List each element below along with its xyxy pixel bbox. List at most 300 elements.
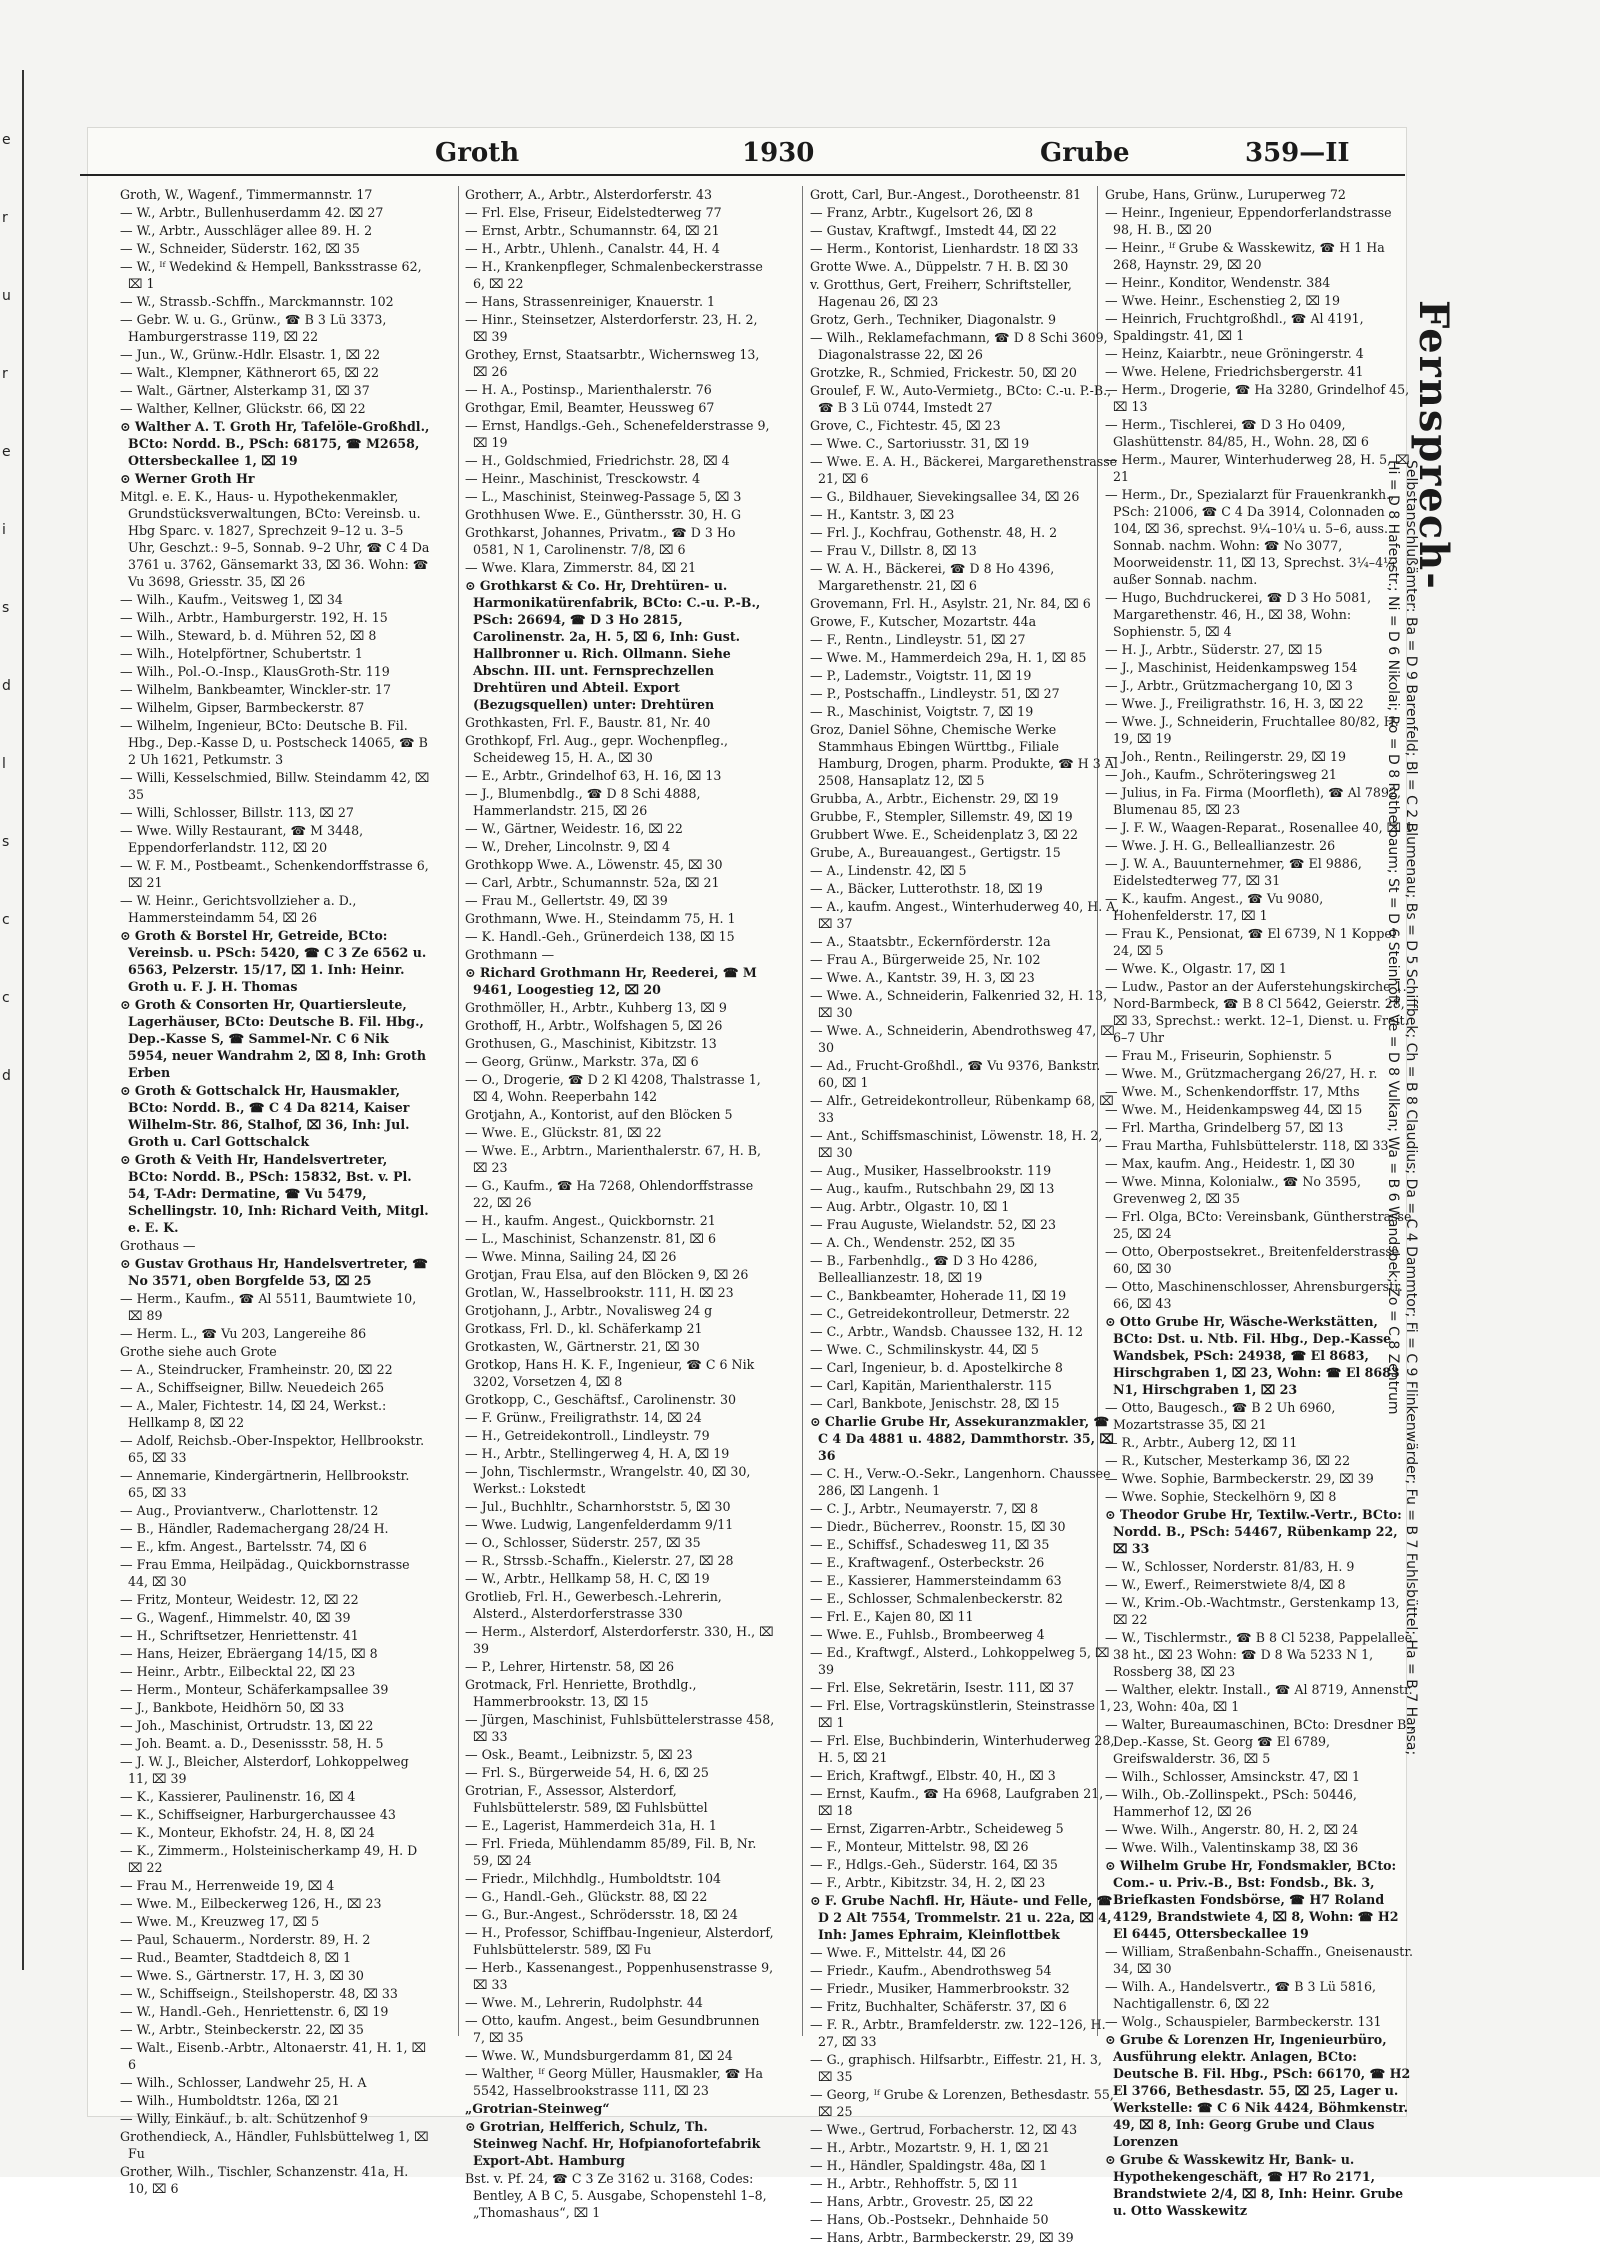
directory-entry: — Jul., Buchhltr., Scharnhorststr. 5, ⌧ 30	[465, 1499, 731, 1514]
directory-entry: — Wwe. Willy Restaurant, ☎ M 3448, Eppendorferlandstr. 112, ⌧ 20	[120, 823, 364, 855]
directory-entry: — A., Staatsbtr., Eckernförderstr. 12a	[810, 934, 1051, 949]
directory-entry: Groulef, F. W., Auto-Vermietg., BCto: C.-u. P.-B., ☎ B 3 Lü 0744, Imstedt 27	[810, 383, 1112, 415]
directory-entry: Grotkass, Frl. D., kl. Schäferkamp 21	[465, 1321, 703, 1336]
directory-entry: — Max, kaufm. Ang., Heidestr. 1, ⌧ 30	[1105, 1156, 1355, 1171]
directory-entry: ⊙ Werner Groth Hr	[120, 471, 255, 486]
directory-entry: — Wilh., Schlosser, Amsinckstr. 47, ⌧ 1	[1105, 1769, 1360, 1784]
directory-entry: ⊙ Groth & Veith Hr, Handelsvertreter, BCto: Nordd. B., PSch: 15832, Bst. v. Pl. 54, T-Adr: Dermatine, ☎ Vu 5479, Schellingstr. 10, Inh: Richard Veith, Mitgl. e. E. K.	[120, 1152, 429, 1235]
directory-entry: — Frau Martha, Fuhlsbüttelerstr. 118, ⌧ 33	[1105, 1138, 1389, 1153]
directory-entry: — Wwe. M., Schenkendorffstr. 17, Mths	[1105, 1084, 1360, 1099]
directory-entry: — W. Heinr., Gerichtsvollzieher a. D., Hammersteindamm 54, ⌧ 26	[120, 893, 357, 925]
binding-letter: r	[2, 366, 8, 382]
directory-entry: — A., Steindrucker, Framheinstr. 20, ⌧ 22	[120, 1362, 393, 1377]
directory-entry: — Hans, Ob.-Postsekr., Dehnhaide 50	[810, 2212, 1049, 2227]
directory-entry: — Wwe. J., Freiligrathstr. 16, H. 3, ⌧ 22	[1105, 696, 1364, 711]
directory-entry: — W., Ewerf., Reimerstwiete 8/4, ⌧ 8	[1105, 1577, 1346, 1592]
directory-entry: — Frau Auguste, Wielandstr. 52, ⌧ 23	[810, 1217, 1056, 1232]
directory-entry: — P., Postschaffn., Lindleystr. 51, ⌧ 27	[810, 686, 1060, 701]
directory-entry: — Frl. Frieda, Mühlendamm 85/89, Fil. B, Nr. 59, ⌧ 24	[465, 1836, 757, 1868]
directory-entry: — Fritz, Monteur, Weidestr. 12, ⌧ 22	[120, 1592, 359, 1607]
directory-entry: Grotlieb, Frl. H., Gewerbesch.-Lehrerin, Alsterd., Alsterdorferstrasse 330	[465, 1589, 722, 1621]
directory-entry: — Wilh., Arbtr., Hamburgerstr. 192, H. 15	[120, 610, 388, 625]
directory-entry: — K., Kassierer, Paulinenstr. 16, ⌧ 4	[120, 1789, 356, 1804]
directory-entry: Grotkop, Hans H. K. F., Ingenieur, ☎ C 6 Nik 3202, Vorsetzen 4, ⌧ 8	[465, 1357, 755, 1389]
directory-entry: — Wilh., Kaufm., Veitsweg 1, ⌧ 34	[120, 592, 343, 607]
directory-entry: — Adolf, Reichsb.-Ober-Inspektor, Hellbrookstr. 65, ⌧ 33	[120, 1433, 425, 1465]
directory-entry: — Wwe., Gertrud, Forbacherstr. 12, ⌧ 43	[810, 2122, 1078, 2137]
directory-entry: — C., Getreidekontrolleur, Detmerstr. 22	[810, 1306, 1070, 1321]
directory-entry: — Wwe. A., Schneiderin, Abendrothsweg 47, ⌧ 30	[810, 1023, 1115, 1055]
directory-entry: Grothoff, H., Arbtr., Wolfshagen 5, ⌧ 26	[465, 1018, 723, 1033]
directory-entry: — Otto, Baugesch., ☎ B 2 Uh 6960, Mozartstrasse 35, ⌧ 21	[1105, 1400, 1336, 1432]
directory-entry: Grotlan, W., Hasselbrookstr. 111, H. ⌧ 23	[465, 1285, 734, 1300]
directory-entry: — Wwe. Ludwig, Langenfelderdamm 9/11	[465, 1517, 734, 1532]
directory-entry: — J., Blumenbdlg., ☎ D 8 Schi 4888, Hammerlandstr. 215, ⌧ 26	[465, 786, 701, 818]
directory-entry: — Otto, Maschinenschlosser, Ahrensburgerstr. 66, ⌧ 43	[1105, 1279, 1403, 1311]
directory-entry: — Ludw., Pastor an der Auferstehungskirche 1. Nord-Barmbeck, ☎ B 8 Cl 5642, Geierstr. 28, ⌧ 33, Sprechst.: werkt. 12–1, Dienst. u. Freit. 6–7 Uhr	[1105, 979, 1409, 1045]
directory-entry: Grube, A., Bureauangest., Gertigstr. 15	[810, 845, 1061, 860]
directory-entry: — Wilh., Schlosser, Landwehr 25, H. A	[120, 2075, 367, 2090]
binding-letter: s	[2, 834, 10, 850]
directory-entry: — E., Kraftwagenf., Osterbeckstr. 26	[810, 1555, 1045, 1570]
directory-entry: — W., Strassb.-Schffn., Marckmannstr. 102	[120, 294, 394, 309]
directory-entry: — A., Maler, Fichtestr. 14, ⌧ 24, Werkst.: Hellkamp 8, ⌧ 22	[120, 1398, 387, 1430]
directory-entry: Grothkopp Wwe. A., Löwenstr. 45, ⌧ 30	[465, 857, 723, 872]
directory-entry: Grothkarst, Johannes, Privatm., ☎ D 3 Ho 0581, N 1, Carolinenstr. 7/8, ⌧ 6	[465, 525, 736, 557]
directory-entry: — W., Krim.-Ob.-Wachtmstr., Gerstenkamp 13, ⌧ 22	[1105, 1595, 1400, 1627]
listing-columns	[120, 186, 1415, 2245]
directory-entry: — A., Bäcker, Lutterothstr. 18, ⌧ 19	[810, 881, 1043, 896]
directory-entry: — Wilh. A., Handelsvertr., ☎ B 3 Lü 5816, Nachtigallenstr. 6, ⌧ 22	[1105, 1979, 1376, 2011]
directory-entry: ⊙ Theodor Grube Hr, Textilw.-Vertr., BCto: Nordd. B., PSch: 54467, Rübenkamp 22, ⌧ 33	[1105, 1507, 1402, 1556]
directory-entry: ⊙ Grotrian, Helfferich, Schulz, Th. Steinweg Nachf. Hr, Hofpianofortefabrik Export-Abt. Hamburg	[465, 2119, 761, 2168]
directory-entry: — W., Arbtr., Hellkamp 58, H. C, ⌧ 19	[465, 1571, 710, 1586]
directory-entry: — P., Lademstr., Voigtstr. 11, ⌧ 19	[810, 668, 1032, 683]
directory-entry: Grothey, Ernst, Staatsarbtr., Wichernsweg 13, ⌧ 26	[465, 347, 760, 379]
directory-entry: — Wilhelm, Gipser, Barmbeckerstr. 87	[120, 700, 365, 715]
directory-entry: — Herm., Dr., Spezialarzt für Frauenkrankh., PSch: 21006, ☎ C 4 Da 3914, Colonnaden 104, ⌧ 36, sprechst. 9¼–10¼ u. 5–6, auss. Sonnab. nachm. Wohn: ☎ No 3077, Moorweidenstr. 11, ⌧ 13, Sprechst. 3¼–4¼ außer Sonnab. nachm.	[1105, 487, 1396, 587]
directory-entry: — Erich, Kraftwgf., Elbstr. 40, H., ⌧ 3	[810, 1768, 1056, 1783]
directory-entry: — H. A., Postinsp., Marienthalerstr. 76	[465, 382, 712, 397]
directory-entry: — Frl. Else, Sekretärin, Isestr. 111, ⌧ 37	[810, 1680, 1075, 1695]
directory-entry: — H., Arbtr., Rehhoffstr. 5, ⌧ 11	[810, 2176, 1019, 2191]
directory-entry: — Ernst, Handlgs.-Geh., Schenefelderstrasse 9, ⌧ 19	[465, 418, 770, 450]
directory-entry: — H., Arbtr., Stellingerweg 4, H. A, ⌧ 19	[465, 1446, 730, 1461]
directory-entry: ⊙ Grube & Wasskewitz Hr, Bank- u. Hypothekengeschäft, ☎ H7 Ro 2171, Brandstwiete 2/4, ⌧ 8, Inh: Heinr. Grube u. Otto Wasskewitz	[1105, 2152, 1404, 2218]
directory-entry: — W. F. M., Postbeamt., Schenkendorffstrasse 6, ⌧ 21	[120, 858, 429, 890]
directory-entry: — F., Monteur, Mittelstr. 98, ⌧ 26	[810, 1839, 1029, 1854]
directory-entry: — J. W. A., Bauunternehmer, ☎ El 9886, Eidelstedterweg 77, ⌧ 31	[1105, 856, 1362, 888]
directory-entry: — C. J., Arbtr., Neumayerstr. 7, ⌧ 8	[810, 1501, 1039, 1516]
directory-entry: — E., Arbtr., Grindelhof 63, H. 16, ⌧ 13	[465, 768, 722, 783]
directory-entry: — C. H., Verw.-O.-Sekr., Langenhorn. Chaussee 286, ⌧ Langenh. 1	[810, 1466, 1111, 1498]
directory-entry: — J., Arbtr., Grützmachergang 10, ⌧ 3	[1105, 678, 1353, 693]
directory-entry: — Wwe. M., Hammerdeich 29a, H. 1, ⌧ 85	[810, 650, 1087, 665]
directory-entry: — Wwe. Sophie, Steckelhörn 9, ⌧ 8	[1105, 1489, 1337, 1504]
listing-column-2	[465, 186, 775, 2220]
directory-entry: — A., Schiffseigner, Billw. Neuedeich 265	[120, 1380, 385, 1395]
directory-entry: — R., Arbtr., Auberg 12, ⌧ 11	[1105, 1435, 1298, 1450]
directory-entry: Grothgar, Emil, Beamter, Heussweg 67	[465, 400, 715, 415]
listing-column-4	[1105, 186, 1415, 2218]
directory-entry: — Heinr., Arbtr., Eilbecktal 22, ⌧ 23	[120, 1664, 356, 1679]
binding-letter: d	[2, 678, 11, 694]
directory-entry: Mitgl. e. E. K., Haus- u. Hypothekenmakler, Grundstücksverwaltungen, BCto: Vereinsb. u. Hbg Sparc. v. 1827, Sprechzeit 9–12 u. 3–5 Uhr, Geschzt.: 9–5, Sonnab. 9–2 Uhr, ☎ C 4 Da 3761 u. 3762, Gänsemarkt 33, ⌧ 36. Wohn: ☎ Vu 3698, Griesstr. 35, ⌧ 26	[120, 489, 430, 589]
directory-entry: — William, Straßenbahn-Schaffn., Gneisenaustr. 34, ⌧ 30	[1105, 1944, 1413, 1976]
directory-entry: Grubbe, F., Stempler, Sillemstr. 49, ⌧ 19	[810, 809, 1073, 824]
directory-entry: — Hinr., Steinsetzer, Alsterdorferstr. 23, H. 2, ⌧ 39	[465, 312, 758, 344]
directory-entry: — J., Maschinist, Heidenkampsweg 154	[1105, 660, 1358, 675]
directory-entry: — Hans, Strassenreiniger, Knauerstr. 1	[465, 294, 715, 309]
directory-entry: — Walt., Eisenb.-Arbtr., Altonaerstr. 41, H. 1, ⌧ 6	[120, 2040, 427, 2072]
directory-entry: — Gebr. W. u. G., Grünw., ☎ B 3 Lü 3373, Hamburgerstrasse 119, ⌧ 22	[120, 312, 387, 344]
directory-entry: — B., Händler, Rademachergang 28/24 H.	[120, 1521, 389, 1536]
directory-entry: — J., Bankbote, Heidhörn 50, ⌧ 33	[120, 1700, 345, 1715]
directory-entry: Grothkopf, Frl. Aug., gepr. Wochenpfleg., Scheideweg 15, H. A., ⌧ 30	[465, 733, 728, 765]
directory-entry: — Herm., Kontorist, Lienhardstr. 18 ⌧ 33	[810, 241, 1079, 256]
directory-entry: — H., Getreidekontroll., Lindleystr. 79	[465, 1428, 710, 1443]
directory-entry: — R., Kutscher, Mesterkamp 36, ⌧ 22	[1105, 1453, 1351, 1468]
directory-entry: — Otto, Oberpostsekret., Breitenfelderstrasse 60, ⌧ 30	[1105, 1244, 1400, 1276]
directory-entry: — Frau K., Pensionat, ☎ El 6739, N 1 Koppel 24, ⌧ 5	[1105, 926, 1396, 958]
directory-entry: — W., Handl.-Geh., Henriettenstr. 6, ⌧ 19	[120, 2004, 389, 2019]
directory-entry: — Jürgen, Maschinist, Fuhlsbüttelerstrasse 458, ⌧ 33	[465, 1712, 775, 1744]
directory-entry: — Herm., Monteur, Schäferkampsallee 39	[120, 1682, 389, 1697]
directory-entry: — Wwe. E., Arbtrn., Marienthalerstr. 67, H. B, ⌧ 23	[465, 1143, 762, 1175]
directory-entry: Groz, Daniel Söhne, Chemische Werke Stammhaus Ebingen Württbg., Filiale Hamburg, Drogen, pharm. Produkte, ☎ H 3 Al 2508, Hansaplatz 12, ⌧ 5	[810, 722, 1118, 788]
directory-entry: — R., Strssb.-Schaffn., Kielerstr. 27, ⌧ 28	[465, 1553, 734, 1568]
directory-entry: — Wwe. W., Mundsburgerdamm 81, ⌧ 24	[465, 2048, 733, 2063]
directory-entry: ⊙ Groth & Consorten Hr, Quartiersleute, Lagerhäuser, BCto: Deutsche B. Fil. Hbg., Dep.-Kasse S, ☎ Sammel-Nr. C 6 Nik 5954, neuer Wandrahm 2, ⌧ 8, Inh: Groth Erben	[120, 997, 426, 1080]
directory-entry: — Wwe. Minna, Kolonialw., ☎ No 3595, Grevenweg 2, ⌧ 35	[1105, 1174, 1362, 1206]
side-title: Fernsprech-	[1410, 300, 1457, 591]
directory-entry: — K. Handl.-Geh., Grünerdeich 138, ⌧ 15	[465, 929, 735, 944]
directory-entry: — Walther, ᴵᶠ Georg Müller, Hausmakler, ☎ Ha 5542, Hasselbrookstrasse 111, ⌧ 23	[465, 2066, 763, 2098]
directory-entry: Bst. v. Pf. 24, ☎ C 3 Ze 3162 u. 3168, Codes: Bentley, A B C, 5. Ausgabe, Schopenstehl 1–8, „Thomashaus“, ⌧ 1	[465, 2171, 767, 2220]
directory-entry: — Gustav, Kraftwgf., Imstedt 44, ⌧ 22	[810, 223, 1057, 238]
directory-entry: — Frl. S., Bürgerweide 54, H. 6, ⌧ 25	[465, 1765, 709, 1780]
directory-entry: — Frl. Else, Friseur, Eidelstedterweg 77	[465, 205, 722, 220]
directory-entry: — Joh., Maschinist, Ortrudstr. 13, ⌧ 22	[120, 1718, 374, 1733]
header-last-name: Grube	[1040, 138, 1130, 168]
directory-entry: Grother, Wilh., Tischler, Schanzenstr. 41a, H. 10, ⌧ 6	[120, 2164, 409, 2196]
directory-entry: ⊙ Groth & Borstel Hr, Getreide, BCto: Vereinsb. u. PSch: 5420, ☎ C 3 Ze 6562 u. 6563, Pelzerstr. 15/17, ⌧ 1. Inh: Heinr. Groth u. F. J. H. Thomas	[120, 928, 427, 994]
directory-entry: — W., Tischlermstr., ☎ B 8 Cl 5238, Pappelallee 38 ht., ⌧ 23 Wohn: ☎ D 8 Wa 5233 N 1, Rossberg 38, ⌧ 23	[1105, 1630, 1413, 1679]
directory-entry: — Heinr., Ingenieur, Eppendorferlandstrasse 98, H. B., ⌧ 20	[1105, 205, 1392, 237]
directory-entry: Grothaus —	[120, 1238, 196, 1253]
directory-entry: — W., Arbtr., Steinbeckerstr. 22, ⌧ 35	[120, 2022, 364, 2037]
directory-entry: — Wwe. F., Mittelstr. 44, ⌧ 26	[810, 1945, 1006, 1960]
directory-entry: — O., Drogerie, ☎ D 2 Kl 4208, Thalstrasse 1, ⌧ 4, Wohn. Reeperbahn 142	[465, 1072, 761, 1104]
directory-entry: — Carl, Bankbote, Jenischstr. 28, ⌧ 15	[810, 1396, 1060, 1411]
directory-entry: — Wwe. E., Glückstr. 81, ⌧ 22	[465, 1125, 662, 1140]
directory-entry: — W., Dreher, Lincolnstr. 9, ⌧ 4	[465, 839, 671, 854]
binding-letter: d	[2, 1068, 11, 1084]
directory-entry: — W., Schneider, Süderstr. 162, ⌧ 35	[120, 241, 360, 256]
directory-entry: Grothkasten, Frl. F., Baustr. 81, Nr. 40	[465, 715, 711, 730]
directory-entry: Grothusen, G., Maschinist, Kibitzstr. 13	[465, 1036, 717, 1051]
directory-entry: Grothendieck, A., Händler, Fuhlsbüttelweg 1, ⌧ Fu	[120, 2129, 429, 2161]
directory-entry: — J. W. J., Bleicher, Alsterdorf, Lohkoppelweg 11, ⌧ 39	[120, 1754, 409, 1786]
directory-entry: — Rud., Beamter, Stadtdeich 8, ⌧ 1	[120, 1950, 352, 1965]
directory-entry: — F. R., Arbtr., Bramfelderstr. zw. 122–126, H. 27, ⌧ 33	[810, 2017, 1106, 2049]
binding-letter: e	[2, 132, 11, 148]
directory-entry: — E., Schiffsf., Schadesweg 11, ⌧ 35	[810, 1537, 1050, 1552]
directory-entry: — Carl, Arbtr., Schumannstr. 52a, ⌧ 21	[465, 875, 720, 890]
directory-entry: — Wwe. J., Schneiderin, Fruchtallee 80/82, H. 19, ⌧ 19	[1105, 714, 1399, 746]
directory-entry: — F. Grünw., Freiligrathstr. 14, ⌧ 24	[465, 1410, 702, 1425]
directory-entry: — Walter, Bureaumaschinen, BCto: Dresdner B., Dep.-Kasse, St. Georg ☎ El 6789, Greifswalderstr. 36, ⌧ 5	[1105, 1717, 1415, 1766]
directory-entry: — Hans, Arbtr., Barmbeckerstr. 29, ⌧ 39	[810, 2230, 1074, 2245]
directory-entry: — Wwe. M., Kreuzweg 17, ⌧ 5	[120, 1914, 320, 1929]
directory-entry: — Aug. Arbtr., Olgastr. 10, ⌧ 1	[810, 1199, 1010, 1214]
directory-entry: Grotrian, F., Assessor, Alsterdorf, Fuhlsbüttelerstr. 589, ⌧ Fuhlsbüttel	[465, 1783, 708, 1815]
directory-entry: — K., Monteur, Ekhofstr. 24, H. 8, ⌧ 24	[120, 1825, 375, 1840]
directory-entry: — Heinr., Maschinist, Tresckowstr. 4	[465, 471, 701, 486]
directory-entry: — Frl. J., Kochfrau, Gothenstr. 48, H. 2	[810, 525, 1058, 540]
directory-entry: — Frau V., Dillstr. 8, ⌧ 13	[810, 543, 977, 558]
directory-entry: ⊙ Groth & Gottschalck Hr, Hausmakler, BCto: Nordd. B., ☎ C 4 Da 8214, Kaiser Wilhelm-Str. 86, Stalhof, ⌧ 36, Inh: Jul. Groth u. Carl Gottschalck	[120, 1083, 410, 1149]
directory-entry: Grotte Wwe. A., Düppelstr. 7 H. B. ⌧ 30	[810, 259, 1069, 274]
directory-entry: — Friedr., Musiker, Hammerbrookstr. 32	[810, 1981, 1070, 1996]
directory-entry: Grotmack, Frl. Henriette, Brothdlg., Hammerbrookstr. 13, ⌧ 15	[465, 1677, 697, 1709]
directory-entry: — Wwe. E., Fuhlsb., Brombeerweg 4	[810, 1627, 1045, 1642]
directory-entry: — Herm. L., ☎ Vu 203, Langereihe 86	[120, 1326, 367, 1341]
directory-entry: ⊙ Gustav Grothaus Hr, Handelsvertreter, ☎ No 3571, oben Borgfelde 53, ⌧ 25	[120, 1256, 428, 1288]
directory-entry: — O., Schlosser, Süderstr. 257, ⌧ 35	[465, 1535, 701, 1550]
directory-entry: „Grotrian-Steinweg“	[465, 2101, 610, 2116]
directory-entry: — E., Kassierer, Hammersteindamm 63	[810, 1573, 1062, 1588]
directory-entry: — Wilh., Humboldtstr. 126a, ⌧ 21	[120, 2093, 340, 2108]
directory-entry: — Willi, Kesselschmied, Billw. Steindamm 42, ⌧ 35	[120, 770, 430, 802]
directory-entry: — Wwe. C., Schmilinskystr. 44, ⌧ 5	[810, 1342, 1039, 1357]
directory-entry: — Herm., Kaufm., ☎ Al 5511, Baumtwiete 10, ⌧ 89	[120, 1291, 417, 1323]
directory-entry: — F., Arbtr., Kibitzstr. 34, H. 2, ⌧ 23	[810, 1875, 1046, 1890]
directory-entry: — Willi, Schlosser, Billstr. 113, ⌧ 27	[120, 805, 354, 820]
side-margin-label	[1382, 300, 1462, 1800]
directory-entry: — Wwe. Wilh., Valentinskamp 38, ⌧ 36	[1105, 1840, 1359, 1855]
directory-entry: — K., kaufm. Angest., ☎ Vu 9080, Hohenfelderstr. 17, ⌧ 1	[1105, 891, 1324, 923]
directory-entry: — Friedr., Milchhdlg., Humboldtstr. 104	[465, 1871, 721, 1886]
directory-entry: Grott, Carl, Bur.-Angest., Dorotheenstr. 81	[810, 187, 1082, 202]
directory-entry: — Wilhelm, Ingenieur, BCto: Deutsche B. Fil. Hbg., Dep.-Kasse D, u. Postscheck 14065, ☎ B 2 Uh 1621, Petkumstr. 3	[120, 718, 428, 767]
directory-entry: — Wwe. K., Olgastr. 17, ⌧ 1	[1105, 961, 1287, 976]
directory-entry: — Wilh., Steward, b. d. Mühren 52, ⌧ 8	[120, 628, 377, 643]
directory-entry: — Wwe. Minna, Sailing 24, ⌧ 26	[465, 1249, 677, 1264]
directory-entry: — K., Schiffseigner, Harburgerchaussee 43	[120, 1807, 396, 1822]
directory-entry: — G., Wagenf., Himmelstr. 40, ⌧ 39	[120, 1610, 351, 1625]
directory-entry: ⊙ Charlie Grube Hr, Assekuranzmakler, ☎ C 4 Da 4881 u. 4882, Dammthorstr. 35, ⌧ 36	[810, 1414, 1114, 1463]
directory-entry: — Jun., W., Grünw.-Hdlr. Elsastr. 1, ⌧ 22	[120, 347, 381, 362]
directory-entry: — Wwe. M., Eilbeckerweg 126, H., ⌧ 23	[120, 1896, 382, 1911]
directory-entry: — Herm., Alsterdorf, Alsterdorferstr. 330, H., ⌧ 39	[465, 1624, 774, 1656]
directory-entry: — G., Bildhauer, Sievekingsallee 34, ⌧ 26	[810, 489, 1080, 504]
directory-entry: — John, Tischlermstr., Wrangelstr. 40, ⌧ 30, Werkst.: Lokstedt	[465, 1464, 751, 1496]
directory-entry: ⊙ Grube & Lorenzen Hr, Ingenieurbüro, Ausführung elektr. Anlagen, BCto: Deutsche B. Fil. Hbg., PSch: 66170, ☎ H2 El 3766, Bethesdastr. 55, ⌧ 25, Lager u. Werkstelle: ☎ C 6 Nik 4424, Böhmkenstr. 49, ⌧ 8, Inh: Georg Grube und Claus Lorenzen	[1105, 2032, 1411, 2149]
directory-entry: — Wilh., Pol.-O.-Insp., KlausGroth-Str. 119	[120, 664, 390, 679]
directory-entry: — Frl. Martha, Grindelberg 57, ⌧ 13	[1105, 1120, 1344, 1135]
directory-entry: ⊙ Otto Grube Hr, Wäsche-Werkstätten, BCto: Dst. u. Ntb. Fil. Hbg., Dep.-Kasse Wandsbek, PSch: 24938, ☎ El 8683, Hirschgraben 1, ⌧ 23, Wohn: ☎ El 8683 N1, Hirschgraben 1, ⌧ 23	[1105, 1314, 1400, 1397]
directory-entry: — H., Kantstr. 3, ⌧ 23	[810, 507, 955, 522]
directory-entry: — C., Bankbeamter, Hoherade 11, ⌧ 19	[810, 1288, 1067, 1303]
directory-entry: — Wwe. Heinr., Eschenstieg 2, ⌧ 19	[1105, 293, 1341, 308]
directory-entry: — G., Kaufm., ☎ Ha 7268, Ohlendorffstrasse 22, ⌧ 26	[465, 1178, 754, 1210]
directory-entry: — Franz, Arbtr., Kugelsort 26, ⌧ 8	[810, 205, 1033, 220]
directory-entry: Grove, C., Fichtestr. 45, ⌧ 23	[810, 418, 1001, 433]
directory-entry: — Ant., Schiffsmaschinist, Löwenstr. 18, H. 2, ⌧ 30	[810, 1128, 1103, 1160]
directory-entry: — Aug., kaufm., Rutschbahn 29, ⌧ 13	[810, 1181, 1055, 1196]
directory-entry: — Frl. Else, Vortragskünstlerin, Steinstrasse 1, ⌧ 1	[810, 1698, 1111, 1730]
directory-entry: Grothmöller, H., Arbtr., Kuhberg 13, ⌧ 9	[465, 1000, 727, 1015]
directory-entry: — Frau M., Herrenweide 19, ⌧ 4	[120, 1878, 335, 1893]
directory-entry: — E., Schlosser, Schmalenbeckerstr. 82	[810, 1591, 1063, 1606]
directory-entry: — Wwe. Wilh., Angerstr. 80, H. 2, ⌧ 24	[1105, 1822, 1359, 1837]
directory-entry: — Georg, ᴵᶠ Grube & Lorenzen, Bethesdastr. 55, ⌧ 25	[810, 2087, 1114, 2119]
directory-entry: — H., Händler, Spaldingstr. 48a, ⌧ 1	[810, 2158, 1048, 2173]
directory-entry: — Wwe. C., Sartoriusstr. 31, ⌧ 19	[810, 436, 1030, 451]
directory-entry: — Heinz, Kaiarbtr., neue Gröningerstr. 4	[1105, 346, 1364, 361]
directory-entry: — H. J., Arbtr., Süderstr. 27, ⌧ 15	[1105, 642, 1323, 657]
directory-entry: — W., ᴵᶠ Wedekind & Hempell, Banksstrasse 62, ⌧ 1	[120, 259, 422, 291]
directory-entry: — Frau Emma, Heilpädag., Quickbornstrasse 44, ⌧ 30	[120, 1557, 410, 1589]
directory-entry: — H., Goldschmied, Friedrichstr. 28, ⌧ 4	[465, 453, 730, 468]
directory-entry: — Wwe. M., Heidenkampsweg 44, ⌧ 15	[1105, 1102, 1363, 1117]
binding-letter: u	[2, 288, 11, 304]
directory-entry: Grotzke, R., Schmied, Frickestr. 50, ⌧ 20	[810, 365, 1077, 380]
directory-entry: — Ed., Kraftwgf., Alsterd., Lohkoppelweg 5, ⌧ 39	[810, 1645, 1110, 1677]
directory-entry: — Carl, Kapitän, Marienthalerstr. 115	[810, 1378, 1052, 1393]
directory-entry: — Heinrich, Fruchtgroßhdl., ☎ Al 4191, Spaldingstr. 41, ⌧ 1	[1105, 311, 1364, 343]
directory-entry: Grothmann, Wwe. H., Steindamm 75, H. 1	[465, 911, 736, 926]
directory-entry: — Wwe. S., Gärtnerstr. 17, H. 3, ⌧ 30	[120, 1968, 364, 1983]
directory-entry: ⊙ Richard Grothmann Hr, Reederei, ☎ M 9461, Loogestieg 12, ⌧ 20	[465, 965, 757, 997]
directory-entry: — Frau M., Friseurin, Sophienstr. 5	[1105, 1048, 1333, 1063]
directory-entry: — Frl. Else, Buchbinderin, Winterhuderweg 28, H. 5, ⌧ 21	[810, 1733, 1115, 1765]
directory-entry: — W., Gärtner, Weidestr. 16, ⌧ 22	[465, 821, 683, 836]
directory-entry: — Wwe. Helene, Friedrichsbergerstr. 41	[1105, 364, 1364, 379]
directory-entry: — Frl. Olga, BCto: Vereinsbank, Güntherstrasse 25, ⌧ 24	[1105, 1209, 1412, 1241]
binding-edge	[0, 70, 24, 1970]
directory-entry: — Frl. E., Kajen 80, ⌧ 11	[810, 1609, 974, 1624]
header-first-name: Groth	[435, 138, 520, 168]
directory-entry: — Wwe. M., Grützmachergang 26/27, H. r.	[1105, 1066, 1378, 1081]
listing-column-1	[120, 186, 430, 2196]
directory-entry: v. Grotthus, Gert, Freiherr, Schriftsteller, Hagenau 26, ⌧ 23	[810, 277, 1072, 309]
binding-letter: c	[2, 990, 10, 1006]
directory-entry: — W. A. H., Bäckerei, ☎ D 8 Ho 4396, Margarethenstr. 21, ⌧ 6	[810, 561, 1055, 593]
directory-entry: — Paul, Schauerm., Norderstr. 89, H. 2	[120, 1932, 371, 1947]
directory-entry: — Walt., Gärtner, Alsterkamp 31, ⌧ 37	[120, 383, 370, 398]
directory-entry: — Wwe. E. A. H., Bäckerei, Margarethenstrasse 21, ⌧ 6	[810, 454, 1118, 486]
directory-entry: — Aug., Musiker, Hasselbrookstr. 119	[810, 1163, 1052, 1178]
directory-entry: — Annemarie, Kindergärtnerin, Hellbrookstr. 65, ⌧ 33	[120, 1468, 410, 1500]
directory-entry: — J. F. W., Waagen-Reparat., Rosenallee 40, ⌧ 1	[1105, 820, 1414, 835]
directory-entry: — W., Schiffseign., Steilshoperstr. 48, ⌧ 33	[120, 1986, 398, 2001]
directory-entry: — Wwe. Sophie, Barmbeckerstr. 29, ⌧ 39	[1105, 1471, 1374, 1486]
directory-entry: — E., Lagerist, Hammerdeich 31a, H. 1	[465, 1818, 717, 1833]
directory-entry: — Heinr., ᴵᶠ Grube & Wasskewitz, ☎ H 1 Ha 268, Haynstr. 29, ⌧ 20	[1105, 240, 1385, 272]
directory-entry: — L., Maschinist, Schanzenstr. 81, ⌧ 6	[465, 1231, 717, 1246]
header-page-number: 359—II	[1245, 138, 1350, 168]
directory-entry: — Osk., Beamt., Leibnizstr. 5, ⌧ 23	[465, 1747, 693, 1762]
directory-entry: Grotjahn, A., Kontorist, auf den Blöcken 5	[465, 1107, 733, 1122]
directory-entry: — Frau A., Bürgerweide 25, Nr. 102	[810, 952, 1041, 967]
side-exchange-legend: Selbstanschlußämter: Ba = D 9 Barenfeld; Bl = C 2 Blumenau; Bs = D 5 Schiffbek; Ch = B 8 Claudius; Da = C 4 Dammtor; Fi = C 9 Flinkenwärder; Fu = B 7 Fuhlsbüttel; Ha = B 7 Hansa; Hi = D 8 Hafenstr.; Ni = D 6 Nikolai; Ro = D 8 Rotherbaum; St = D 6 Steinhöft; Ve = D 8 Vulkan; Wa = B 6 Wandsbek; Zo = C 8 Zentrum	[1385, 460, 1419, 1756]
directory-entry: — Georg, Grünw., Markstr. 37a, ⌧ 6	[465, 1054, 699, 1069]
directory-entry: — Wwe. Klara, Zimmerstr. 84, ⌧ 21	[465, 560, 697, 575]
directory-entry: — Julius, in Fa. Firma (Moorfleth), ☎ Al 7892, Blumenau 85, ⌧ 23	[1105, 785, 1401, 817]
directory-entry: — Ernst, Kaufm., ☎ Ha 6968, Laufgraben 21, ⌧ 18	[810, 1786, 1104, 1818]
directory-entry: — Walther, elektr. Install., ☎ Al 8719, Annenstr. 23, Wohn: 40a, ⌧ 1	[1105, 1682, 1413, 1714]
directory-entry: — Alfr., Getreidekontrolleur, Rübenkamp 68, ⌧ 33	[810, 1093, 1114, 1125]
directory-entry: — H., Schriftsetzer, Henriettenstr. 41	[120, 1628, 359, 1643]
directory-entry: — Willy, Einkäuf., b. alt. Schützenhof 9	[120, 2111, 368, 2126]
directory-entry: Grubba, A., Arbtr., Eichenstr. 29, ⌧ 19	[810, 791, 1059, 806]
binding-letter: s	[2, 600, 10, 616]
directory-entry: Growe, F., Kutscher, Mozartstr. 44a	[810, 614, 1037, 629]
directory-entry: — A. Ch., Wendenstr. 252, ⌧ 35	[810, 1235, 1016, 1250]
directory-entry: Grothhusen Wwe. E., Günthersstr. 30, H. G	[465, 507, 742, 522]
directory-entry: Groth, W., Wagenf., Timmermannstr. 17	[120, 187, 373, 202]
binding-letter: l	[2, 756, 6, 772]
directory-entry: — W., Arbtr., Ausschläger allee 89. H. 2	[120, 223, 373, 238]
directory-entry: Grovemann, Frl. H., Asylstr. 21, Nr. 84, ⌧ 6	[810, 596, 1091, 611]
directory-entry: — Hans, Arbtr., Grovestr. 25, ⌧ 22	[810, 2194, 1034, 2209]
binding-letter: c	[2, 912, 10, 928]
directory-entry: — Friedr., Kaufm., Abendrothsweg 54	[810, 1963, 1052, 1978]
directory-entry: — A., kaufm. Angest., Winterhuderweg 40, H. A, ⌧ 37	[810, 899, 1120, 931]
directory-entry: — Fritz, Buchhalter, Schäferstr. 37, ⌧ 6	[810, 1999, 1067, 2014]
directory-entry: — Ad., Frucht-Großhdl., ☎ Vu 9376, Bankstr. 60, ⌧ 1	[810, 1058, 1101, 1090]
directory-entry: — Heinr., Konditor, Wendenstr. 384	[1105, 275, 1331, 290]
directory-entry: — Wilh., Reklamefachmann, ☎ D 8 Schi 3609, Diagonalstrasse 22, ⌧ 26	[810, 330, 1108, 362]
directory-entry: Grotherr, A., Arbtr., Alsterdorferstr. 43	[465, 187, 713, 202]
page-header	[80, 138, 1405, 176]
directory-entry: Grothe siehe auch Grote	[120, 1344, 277, 1359]
directory-entry: — Hans, Heizer, Ebräergang 14/15, ⌧ 8	[120, 1646, 378, 1661]
directory-entry: Grotjan, Frau Elsa, auf den Blöcken 9, ⌧ 26	[465, 1267, 749, 1282]
directory-entry: — G., Bur.-Angest., Schrödersstr. 18, ⌧ 24	[465, 1907, 738, 1922]
directory-entry: Grubbert Wwe. E., Scheidenplatz 3, ⌧ 22	[810, 827, 1078, 842]
binding-letter: i	[2, 522, 6, 538]
directory-entry: — Diedr., Bücherrev., Roonstr. 15, ⌧ 30	[810, 1519, 1066, 1534]
directory-entry: — Herb., Kassenangest., Poppenhusenstrasse 9, ⌧ 33	[465, 1960, 774, 1992]
listing-column-3	[810, 186, 1120, 2245]
binding-letter: r	[2, 210, 8, 226]
directory-entry: — G., Handl.-Geh., Glückstr. 88, ⌧ 22	[465, 1889, 708, 1904]
directory-entry: ⊙ Wilhelm Grube Hr, Fondsmakler, BCto: Com.- u. Priv.-B., Bst: Fondsb., Bk. 3, Briefkasten Fondsbörse, ☎ H7 Roland 4129, Brandstwiete 4, ⌧ 8, Wohn: ☎ H2 El 6445, Ottersbeckallee 19	[1105, 1858, 1399, 1941]
directory-entry: — Joh., Kaufm., Schröteringsweg 21	[1105, 767, 1337, 782]
directory-entry: — F., Hdlgs.-Geh., Süderstr. 164, ⌧ 35	[810, 1857, 1058, 1872]
directory-entry: — Wilh., Hotelpförtner, Schubertstr. 1	[120, 646, 363, 661]
directory-entry: — Herm., Tischlerei, ☎ D 3 Ho 0409, Glashüttenstr. 84/85, H., Wohn. 28, ⌧ 6	[1105, 417, 1369, 449]
directory-entry: — Wwe. A., Kantstr. 39, H. 3, ⌧ 23	[810, 970, 1035, 985]
directory-entry: — Herm., Drogerie, ☎ Ha 3280, Grindelhof 45, ⌧ 13	[1105, 382, 1410, 414]
directory-entry: — H., Arbtr., Uhlenh., Canalstr. 44, H. 4	[465, 241, 720, 256]
directory-entry: — A., Lindenstr. 42, ⌧ 5	[810, 863, 967, 878]
directory-entry: Grube, Hans, Grünw., Luruperweg 72	[1105, 187, 1346, 202]
directory-entry: — Herm., Maurer, Winterhuderweg 28, H. 5, ⌧ 21	[1105, 452, 1410, 484]
directory-entry: Grothmann —	[465, 947, 555, 962]
directory-entry: Grotz, Gerh., Techniker, Diagonalstr. 9	[810, 312, 1057, 327]
directory-entry: — Joh., Rentn., Reilingerstr. 29, ⌧ 19	[1105, 749, 1346, 764]
directory-entry: — B., Farbenhdlg., ☎ D 3 Ho 4286, Belleallianzestr. 18, ⌧ 19	[810, 1253, 1038, 1285]
directory-entry: — Wolg., Schauspieler, Barmbeckerstr. 131	[1105, 2014, 1382, 2029]
directory-entry: — Wilh., Ob.-Zollinspekt., PSch: 50446, Hammerhof 12, ⌧ 26	[1105, 1787, 1357, 1819]
directory-entry: — H., Krankenpfleger, Schmalenbeckerstrasse 6, ⌧ 22	[465, 259, 763, 291]
directory-entry: ⊙ F. Grube Nachfl. Hr, Häute- und Felle, ☎ D 2 Alt 7554, Trommelstr. 21 u. 22a, ⌧ 4, Inh: James Ephraim, Kleinflottbek	[810, 1893, 1113, 1942]
directory-entry: — Walther, Kellner, Glückstr. 66, ⌧ 22	[120, 401, 366, 416]
